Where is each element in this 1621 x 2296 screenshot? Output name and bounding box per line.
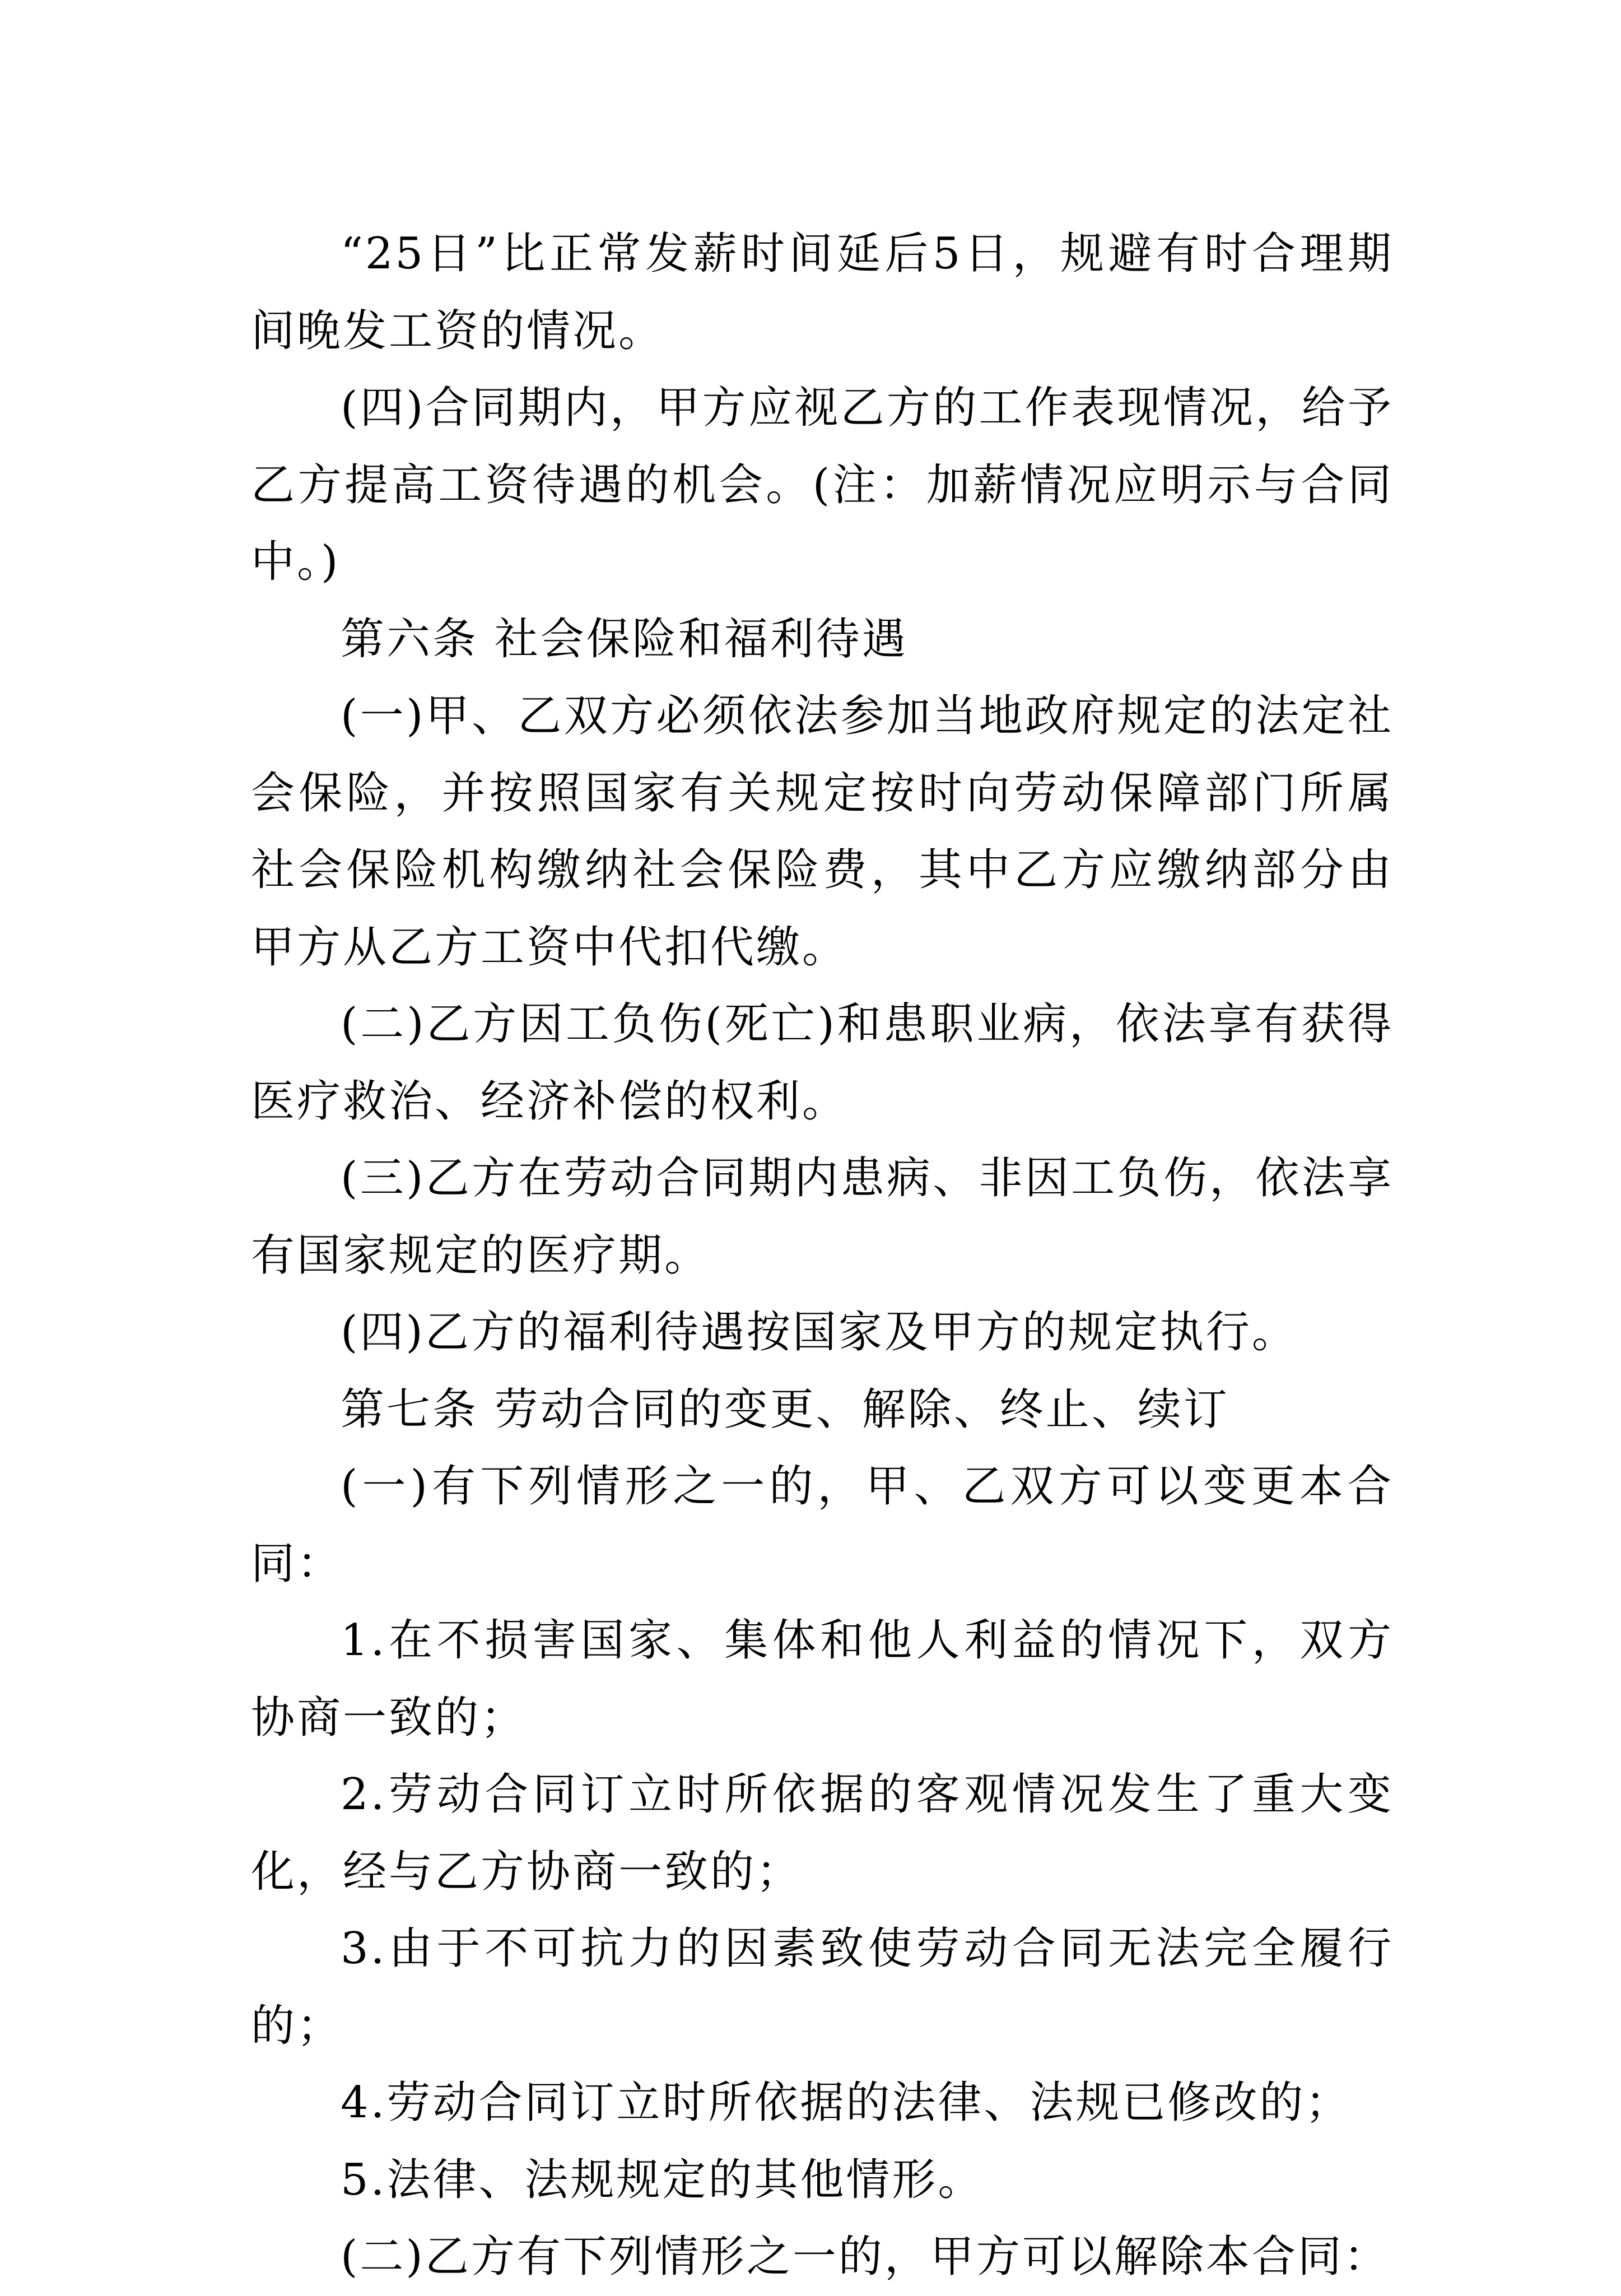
list-item-3: 3.由于不可抗力的因素致使劳动合同无法完全履行的； [251,1923,1394,2051]
paragraph-change-conditions: (一)有下列情形之一的，甲、乙双方可以变更本合同： [251,1461,1394,1589]
paragraph-medical-period: (三)乙方在劳动合同期内患病、非因工负伤，依法享有国家规定的医疗期。 [251,1153,1394,1281]
list-item-2: 2.劳动合同订立时所依据的客观情况发生了重大变化，经与乙方协商一致的； [251,1769,1394,1897]
paragraph-payday-note: “25日”比正常发薪时间延后5日，规避有时合理期间晚发工资的情况。 [251,229,1394,356]
paragraph-work-injury: (二)乙方因工负伤(死亡)和患职业病，依法享有获得医疗救治、经济补偿的权利。 [251,999,1394,1127]
paragraph-wage-increase: (四)合同期内，甲方应视乙方的工作表现情况，给予乙方提高工资待遇的机会。(注：加薪情况应明示与合同中。) [251,383,1394,587]
paragraph-social-insurance: (一)甲、乙双方必须依法参加当地政府规定的法定社会保险，并按照国家有关规定按时向劳动保障部门所属社会保险机构缴纳社会保险费，其中乙方应缴纳部分由甲方从乙方工资中代扣代缴。 [251,691,1394,973]
list-item-4: 4.劳动合同订立时所依据的法律、法规已修改的； [341,2077,1352,2128]
list-item-1: 1.在不损害国家、集体和他人利益的情况下，双方协商一致的； [251,1615,1394,1743]
document-body [251,216,1394,2296]
article-7-heading: 第七条 劳动合同的变更、解除、终止、续订 [341,1384,1229,1435]
paragraph-termination-conditions: (二)乙方有下列情形之一的，甲方可以解除本合同： [341,2232,1390,2282]
list-item-5: 5.法律、法规规定的其他情形。 [341,2154,984,2205]
article-6-heading: 第六条 社会保险和福利待遇 [341,613,908,664]
paragraph-welfare: (四)乙方的福利待遇按国家及甲方的规定执行。 [341,1307,1298,1358]
